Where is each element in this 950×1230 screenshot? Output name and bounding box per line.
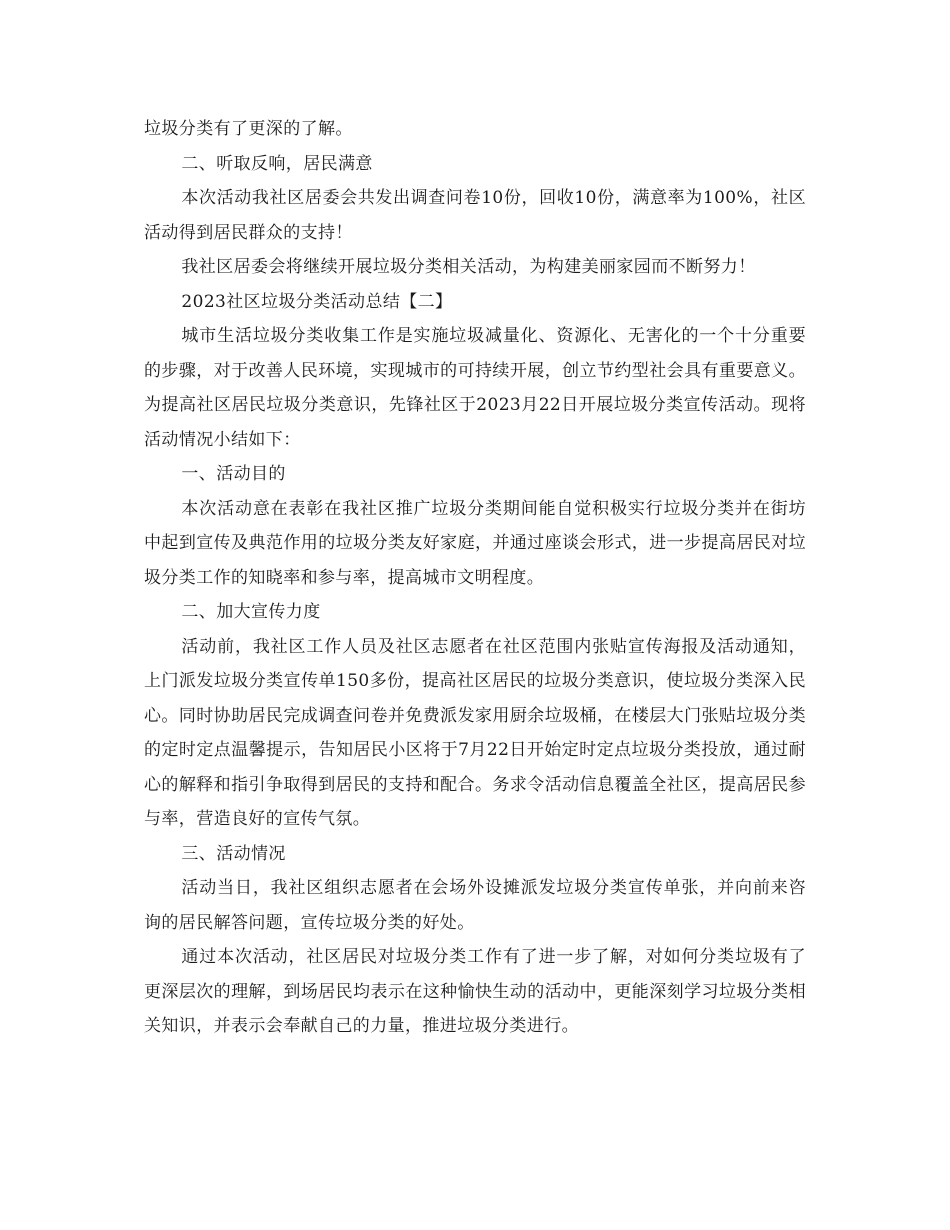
- document-page: [144, 112, 806, 1044]
- paragraph-continuation: 垃圾分类有了更深的了解。: [144, 119, 353, 139]
- paragraph-activity-day: 活动当日，我社区组织志愿者在会场外设摊派发垃圾分类宣传单张，并向前来咨询的居民解答问题，宣传垃圾分类的好处。: [144, 878, 806, 933]
- section-heading-activity: 三、活动情况: [181, 843, 286, 864]
- paragraph-introduction: 城市生活垃圾分类收集工作是实施垃圾减量化、资源化、无害化的一个十分重要的步骤，对于改善人民环境，实现城市的可持续开展，创立节约型社会具有重要意义。为提高社区居民垃圾分类意识，先锋社区于2023月22日开展垃圾分类宣传活动。现将活动情况小结如下：: [144, 326, 806, 450]
- section-heading-publicity: 二、加大宣传力度: [181, 602, 321, 622]
- paragraph-commitment: 我社区居委会将继续开展垃圾分类相关活动，为构建美丽家园而不断努力！: [181, 257, 756, 277]
- paragraph-purpose: 本次活动意在表彰在我社区推广垃圾分类期间能自觉积极实行垃圾分类并在街坊中起到宣传及典范作用的垃圾分类友好家庭，并通过座谈会形式，进一步提高居民对垃圾分类工作的知晓率和参与率，提高城市文明程度。: [144, 498, 806, 588]
- section-heading-purpose: 一、活动目的: [181, 464, 286, 484]
- paragraph-publicity: 活动前，我社区工作人员及社区志愿者在社区范围内张贴宣传海报及活动通知，上门派发垃圾分类宣传单150多份，提高社区居民的垃圾分类意识，使垃圾分类深入民心。同时协助居民完成调查问卷并免费派发家用厨余垃圾桶，在楼层大门张贴垃圾分类的定时定点温馨提示，告知居民小区将于7月22日开始定时定点垃圾分类投放，通过耐心的解释和指引争取得到居民的支持和配合。务求令活动信息覆盖全社区，提高居民参与率，营造良好的宣传气氛。: [144, 636, 806, 829]
- paragraph-conclusion: 通过本次活动，社区居民对垃圾分类工作有了进一步了解，对如何分类垃圾有了更深层次的理解，到场居民均表示在这种愉快生动的活动中，更能深刻学习垃圾分类相关知识，并表示会奉献自己的力量，推进垃圾分类进行。: [144, 947, 806, 1036]
- paragraph-survey: 本次活动我社区居委会共发出调查问卷10份，回收10份，满意率为100%，社区活动得到居民群众的支持！: [144, 188, 806, 243]
- article-title-two: 2023社区垃圾分类活动总结【二】: [181, 291, 453, 312]
- section-heading-feedback: 二、听取反响，居民满意: [181, 153, 373, 174]
